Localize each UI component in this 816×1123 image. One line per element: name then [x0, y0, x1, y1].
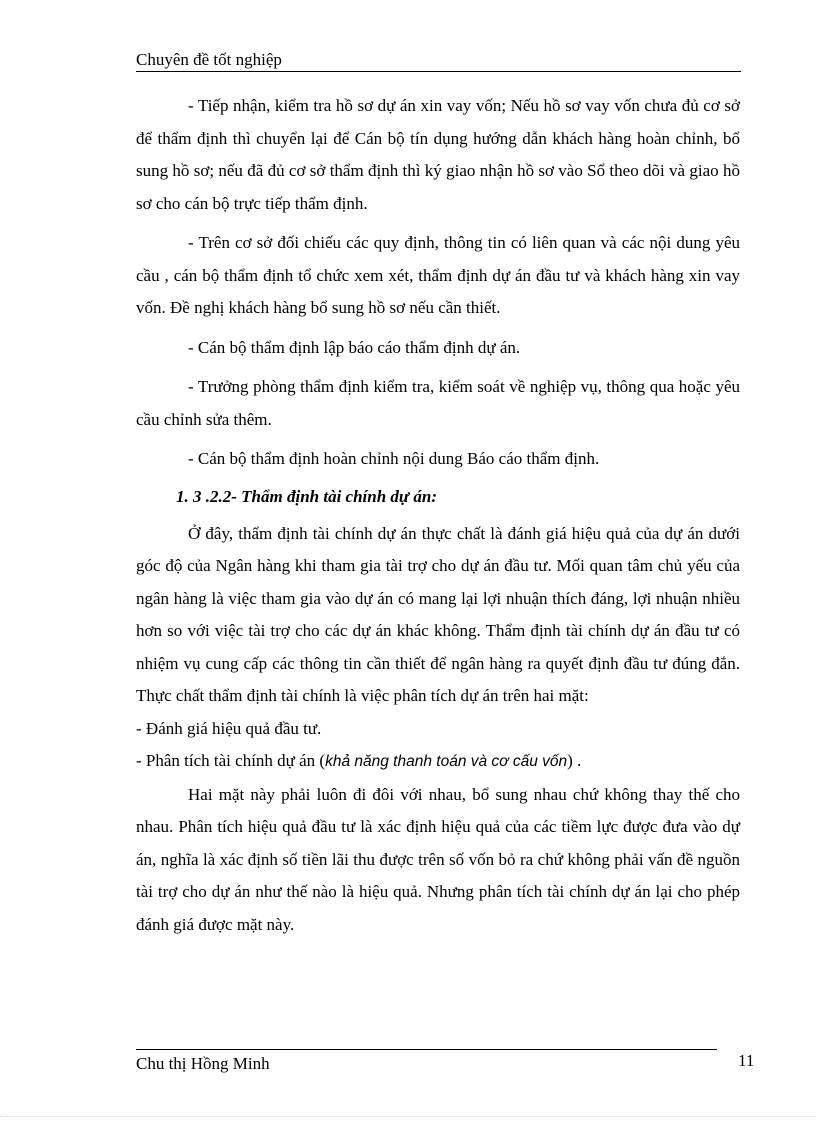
footer-author: Chu thị Hồng Minh — [136, 1054, 270, 1073]
page-number: 11 — [738, 1051, 755, 1070]
paragraph-prepare-report: - Cán bộ thẩm định lập báo cáo thẩm định dự án. — [188, 337, 521, 357]
paragraph-receive-dossier: - Tiếp nhận, kiểm tra hồ sơ dự án xin vay vốn; Nếu hồ sơ vay vốn chưa đủ cơ sở để thẩm định thì chuyển lại để Cán bộ tín dụng hướng dẫn khách hàng hoàn chỉnh, bổ sung hồ sơ; nếu đã đủ cơ sở thẩm định thì ký giao nhận hồ sơ vào Sổ theo dõi và giao hồ sơ cho cán bộ trực tiếp thẩm định. — [136, 96, 740, 213]
list-item-efficiency: - Đánh giá hiệu quả đầu tư. — [136, 718, 322, 738]
page-edge-divider — [0, 1116, 816, 1117]
paragraph-financial-appraisal: Ở đây, thẩm định tài chính dự án thực chất là đánh giá hiệu quả của dự án dưới góc độ của Ngân hàng khi tham gia tài trợ cho dự án đầu tư. Mối quan tâm chủ yếu của ngân hàng là việc tham gia vào dự án có mang lại lợi nhuận thích đáng, lợi nhuận nhiều hơn so với việc tài trợ cho các dự án khác không. Thẩm định tài chính dự án đầu tư có nhiệm vụ cung cấp các thông tin cần thiết để ngân hàng ra quyết định đầu tư đúng đắn. Thực chất thẩm định tài chính là việc phân tích dự án trên hai mặt: — [136, 523, 740, 705]
section-heading: 1. 3 .2.2- Thẩm định tài chính dự án: — [176, 486, 437, 506]
list-item-prefix: - Phân tích tài chính dự án ( — [136, 751, 326, 770]
list-item-suffix: ) . — [567, 751, 582, 770]
list-item-financial-analysis — [136, 745, 740, 779]
paragraph-two-aspects: Hai mặt này phải luôn đi đôi với nhau, bổ sung nhau chứ không thay thế cho nhau. Phân tích hiệu quả đầu tư là xác định hiệu quả của các tiềm lực được đưa vào dự án, nghĩa là xác định số tiền lãi thu được trên số vốn bỏ ra chứ không phải vấn đề nguồn tài trợ cho dự án như thế nào là hiệu quả. Nhưng phân tích tài chính dự án lại cho phép đánh giá được mặt này. — [136, 784, 740, 934]
paragraph-review-regulations: - Trên cơ sở đối chiếu các quy định, thông tin có liên quan và các nội dung yêu cầu , cán bộ thẩm định tổ chức xem xét, thẩm định dự án đầu tư và khách hàng xin vay vốn. Đề nghị khách hàng bổ sung hồ sơ nếu cần thiết. — [136, 233, 740, 317]
page-header: Chuyên đề tốt nghiệp — [136, 50, 282, 69]
document-body — [136, 90, 740, 941]
list-item-italic-note: khả năng thanh toán và cơ cấu vốn — [325, 753, 568, 770]
header-divider — [136, 71, 741, 72]
paragraph-finalize-report: - Cán bộ thẩm định hoàn chỉnh nội dung Báo cáo thẩm định. — [188, 449, 600, 468]
footer-divider — [136, 1049, 717, 1050]
paragraph-department-head-review: - Trưởng phòng thẩm định kiểm tra, kiểm soát về nghiệp vụ, thông qua hoặc yêu cầu chỉnh sửa thêm. — [136, 377, 740, 429]
